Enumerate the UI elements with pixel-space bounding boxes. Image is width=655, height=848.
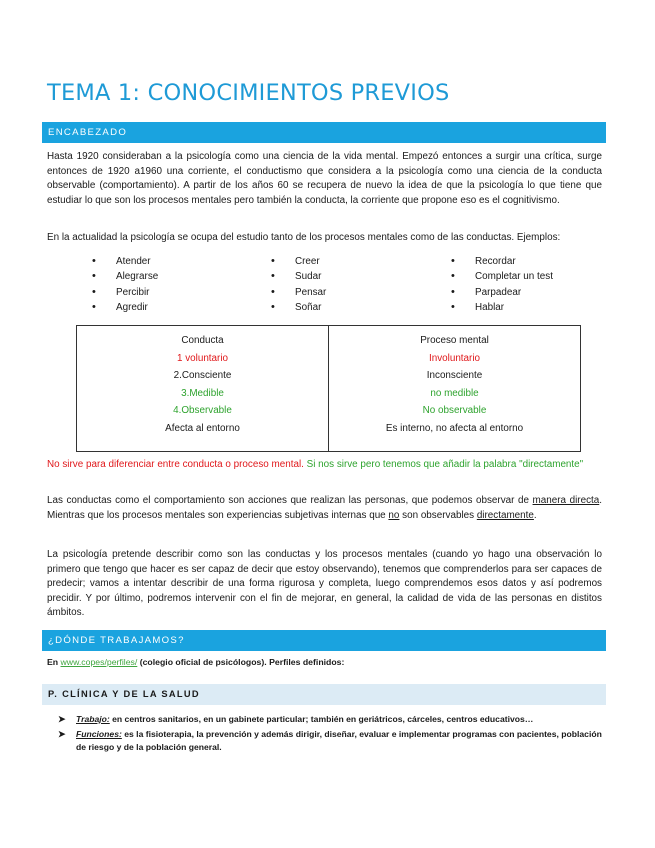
list-item — [58, 728, 603, 755]
list-item: • Parpadear — [451, 285, 521, 300]
text-run: En — [47, 657, 61, 667]
text-run: son observables — [399, 509, 477, 521]
paragraph-history: Hasta 1920 consideraban a la psicología como una ciencia de la vida mental. Empezó entonces a surgir una crítica, surge entonces de 1920 a1960 una corriente, el conductismo que considera a la psicología como una ciencia de la conducta observable (comportamiento). A partir de los años 60 se recupera de nuevo la idea de que la psicología lo que tiene que estudiar lo que son los procesos mentales pero también la conducta, la corriente que propone eso es el cognitivismo. — [47, 151, 602, 206]
cop-line — [47, 657, 344, 667]
list-item: • Creer — [271, 254, 320, 269]
table-header: Proceso mental — [420, 335, 489, 346]
table-cell: no medible — [430, 387, 479, 399]
paragraph-conductas — [47, 494, 602, 523]
section-header-donde-trabajamos: ¿DÓNDE TRABAJAMOS? — [42, 630, 606, 651]
list-item: • Agredir — [92, 300, 148, 315]
list-item: • Soñar — [271, 300, 321, 315]
section-header-clinica: P. CLÍNICA Y DE LA SALUD — [42, 684, 606, 705]
table-cell: No observable — [422, 405, 487, 417]
list-item: • Hablar — [451, 300, 504, 315]
table-column-conducta — [77, 326, 329, 452]
note-red-text: No sirve para diferenciar entre conducta o proceso mental. — [47, 459, 304, 470]
paragraph-note — [47, 458, 602, 473]
item-text: es la fisioterapia, la prevención y además dirigir, diseñar, evaluar e implementar programas con pacientes, población de riesgo y de la población general. — [76, 728, 602, 753]
list-item: • Atender — [92, 254, 151, 269]
list-item: • Sudar — [271, 269, 321, 284]
item-label: Trabajo: — [76, 714, 110, 724]
paragraph-actualidad: En la actualidad la psicología se ocupa del estudio tanto de los procesos mentales como de las conductas. Ejemplos: — [47, 232, 561, 243]
table-header: Conducta — [181, 335, 224, 346]
underlined-text: no — [388, 509, 400, 521]
item-text: en centros sanitarios, en un gabinete particular; también en geriátricos, cárceles, centros educativos… — [109, 714, 534, 724]
paragraph-objetivos: La psicología pretende describir como son las conductas y los procesos mentales (cuando yo hago una observación lo primero que tengo que hacer es ser capaz de decir que estoy observando), tenemos que comprenderlos para ser capaces de predecir; vamos a intentar describir de una forma rigurosa y completa, luego comprendemos esos datos y así podremos precidir. Y por último, podremos intervenir con el fin de mejorar, en general, la calidad de vida de las personas en distitos ámbitos. — [47, 549, 602, 619]
underlined-text: directamente — [476, 509, 534, 521]
cop-link[interactable]: www.copes/perfiles/ — [60, 657, 138, 667]
underlined-text: manera directa — [532, 495, 600, 506]
table-cell: 2.Consciente — [173, 370, 232, 382]
arrow-icon: ➤ — [58, 728, 66, 739]
table-cell: 4.Observable — [173, 405, 232, 417]
table-column-proceso-mental — [329, 326, 581, 452]
item-label: Funciones: — [76, 728, 122, 739]
table-cell: Afecta al entorno — [165, 422, 240, 434]
text-run: (colegio oficial de psicólogos). Perfiles definidos: — [137, 657, 345, 667]
note-green-text: Si nos sirve pero tenemos que añadir la palabra "directamente" — [303, 459, 584, 470]
table-cell: Involuntario — [428, 352, 481, 364]
comparison-table — [76, 325, 581, 452]
section-header-encabezado: ENCABEZADO — [42, 122, 606, 143]
arrow-icon: ➤ — [58, 714, 66, 724]
table-cell: 1 voluntario — [176, 352, 229, 364]
list-item: • Recordar — [451, 254, 516, 269]
list-item: • Pensar — [271, 285, 326, 300]
list-item: • Percibir — [92, 285, 149, 300]
page-title: TEMA 1: CONOCIMIENTOS PREVIOS — [47, 80, 450, 106]
text-run: Las conductas como el comportamiento son acciones que realizan las personas, que podemos observar de — [47, 495, 533, 506]
table-cell: 3.Medible — [181, 387, 224, 399]
table-cell: Es interno, no afecta al entorno — [385, 422, 524, 434]
table-cell: Inconsciente — [426, 370, 483, 382]
text-run: . — [533, 509, 537, 521]
list-item — [58, 713, 603, 727]
clinica-list — [58, 713, 603, 756]
list-item: • Completar un test — [451, 269, 553, 284]
text-run: . Mientras que los procesos mentales son experiencias subjetivas internas que — [47, 495, 602, 521]
list-item: • Alegrarse — [92, 269, 158, 284]
